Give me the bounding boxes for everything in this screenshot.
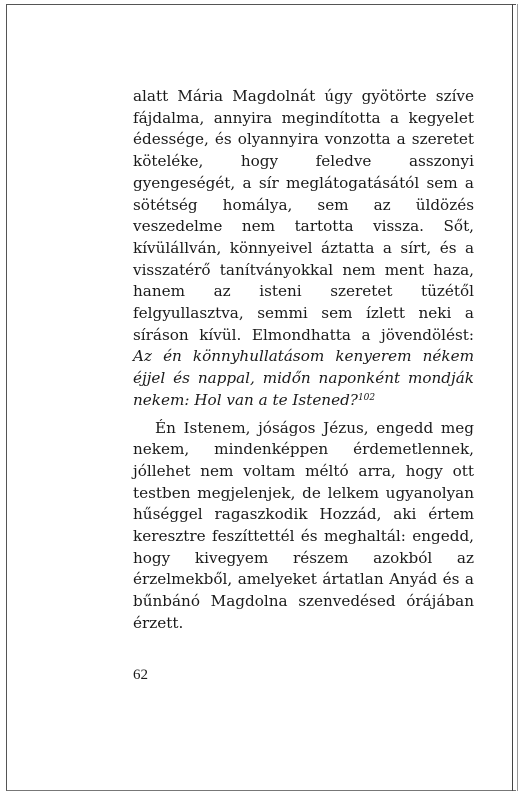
footnote-ref: 102 [357,392,376,403]
paragraph-1-text: alatt Mária Magdolnát úgy gyötörte szíve fájdalma, annyira megindította a kegyelet édessége, és olyannyira vonzotta a szeretet köteléke, hogy feledve asszonyi gyengeségét, a sír meglátogatásától sem a sötétség homálya, sem az üldözés veszedelme nem tartotta vissza. Sőt, kívülállván, könnyeivel áztatta a sírt, és a visszatérő tanítványokkal nem ment haza, hanem az isteni szeretet tüzétől felgyullasztva, semmi sem ízlett neki a síráson kívül. Elmondhatta a jövendölést: [133,87,474,344]
paragraph-2: Én Istenem, jóságos Jézus, engedd meg nekem, mindenképpen érdemetlennek, jóllehet nem voltam méltó arra, hogy ott testben megjelenjek, de lelkem ugyanolyan hűséggel ragaszkodik Hozzád, aki értem keresztre feszíttettél és meghaltál: engedd, hogy kivegyem részem azokból az érzelmekből, amelyeket ártatlan Anyád és a bűnbánó Magdolna szenvedésed órájában érzett. [133,418,474,632]
page-edge [512,4,518,791]
page-number: 62 [133,667,148,683]
scripture-quote: Az én könnyhullatásom kenyerem nékem éjjel és nappal, midőn naponként mondják nekem: Hol van a te Istened? [133,347,474,409]
paragraph-1 [133,86,474,412]
body-text [133,86,474,635]
